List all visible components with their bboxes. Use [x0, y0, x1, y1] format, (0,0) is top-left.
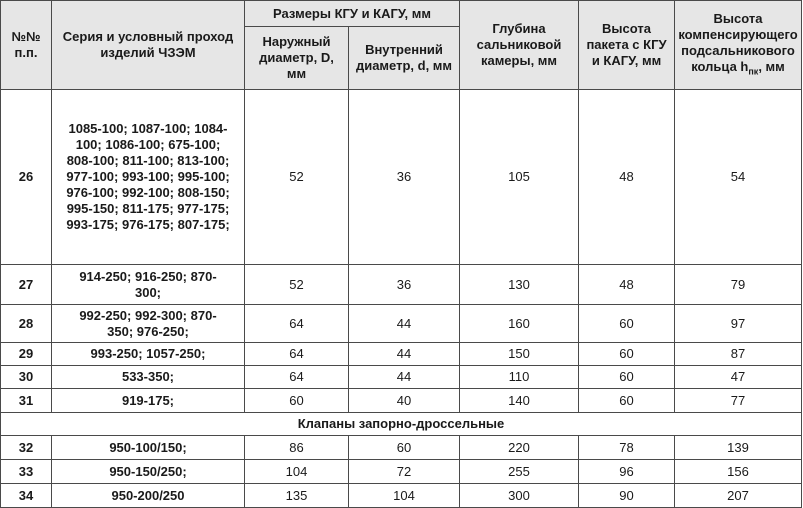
row-outer-diameter: 60 — [245, 389, 349, 413]
row-ring-height: 47 — [675, 366, 802, 389]
row-outer-diameter: 52 — [245, 265, 349, 305]
row-package-height: 48 — [579, 90, 675, 265]
row-number: 31 — [1, 389, 52, 413]
row-ring-height: 77 — [675, 389, 802, 413]
table-row — [1, 389, 802, 413]
table-row — [1, 265, 802, 305]
row-number: 32 — [1, 436, 52, 460]
row-depth: 110 — [460, 366, 579, 389]
row-ring-height: 87 — [675, 343, 802, 366]
row-package-height: 60 — [579, 366, 675, 389]
row-package-height: 60 — [579, 389, 675, 413]
header-ring-height-unit: , мм — [758, 58, 785, 74]
row-outer-diameter: 64 — [245, 343, 349, 366]
row-series: 914-250; 916-250; 870-300; — [52, 265, 245, 305]
header-depth: Глубина сальниковой камеры, мм — [460, 1, 579, 90]
row-number: 28 — [1, 305, 52, 343]
row-inner-diameter: 40 — [349, 389, 460, 413]
section-row — [1, 413, 802, 436]
header-sizes-group: Размеры КГУ и КАГУ, мм — [245, 1, 460, 27]
row-outer-diameter: 86 — [245, 436, 349, 460]
row-number: 29 — [1, 343, 52, 366]
row-package-height: 60 — [579, 343, 675, 366]
row-depth: 160 — [460, 305, 579, 343]
row-inner-diameter: 36 — [349, 90, 460, 265]
row-series: 1085-100; 1087-100; 1084-100; 1086-100; 675-100; 808-100; 811-100; 813-100; 977-100; 993-100; 995-100; 976-100; 992-100; 808-150; 995-150; 811-175; 977-175; 993-175; 976-175; 807-175; — [52, 90, 245, 265]
row-depth: 220 — [460, 436, 579, 460]
row-number: 34 — [1, 484, 52, 508]
row-number: 26 — [1, 90, 52, 265]
row-inner-diameter: 104 — [349, 484, 460, 508]
table-row — [1, 343, 802, 366]
row-series: 950-150/250; — [52, 460, 245, 484]
row-package-height: 78 — [579, 436, 675, 460]
row-depth: 105 — [460, 90, 579, 265]
row-package-height: 60 — [579, 305, 675, 343]
row-ring-height: 79 — [675, 265, 802, 305]
row-series: 993-250; 1057-250; — [52, 343, 245, 366]
row-outer-diameter: 104 — [245, 460, 349, 484]
row-number: 33 — [1, 460, 52, 484]
row-inner-diameter: 36 — [349, 265, 460, 305]
table-row — [1, 436, 802, 460]
header-number: №№ п.п. — [1, 1, 52, 90]
table-row — [1, 305, 802, 343]
header-package-height: Высота пакета с КГУ и КАГУ, мм — [579, 1, 675, 90]
header-inner-diameter: Внутренний диаметр, d, мм — [349, 27, 460, 90]
row-inner-diameter: 44 — [349, 305, 460, 343]
row-depth: 140 — [460, 389, 579, 413]
row-ring-height: 97 — [675, 305, 802, 343]
row-depth: 300 — [460, 484, 579, 508]
table-row — [1, 484, 802, 508]
row-inner-diameter: 44 — [349, 366, 460, 389]
row-series: 950-200/250 — [52, 484, 245, 508]
header-series: Серия и условный проход изделий ЧЗЭМ — [52, 1, 245, 90]
row-depth: 150 — [460, 343, 579, 366]
row-series: 992-250; 992-300; 870-350; 976-250; — [52, 305, 245, 343]
row-depth: 255 — [460, 460, 579, 484]
row-inner-diameter: 60 — [349, 436, 460, 460]
header-ring-height-subscript: пк — [748, 66, 759, 77]
row-outer-diameter: 135 — [245, 484, 349, 508]
row-outer-diameter: 52 — [245, 90, 349, 265]
header-ring-height — [675, 1, 802, 90]
row-inner-diameter: 72 — [349, 460, 460, 484]
header-ring-height-text: Высота компенсирующего подсальникового кольца h — [678, 10, 798, 74]
row-series: 533-350; — [52, 366, 245, 389]
row-package-height: 48 — [579, 265, 675, 305]
row-ring-height: 139 — [675, 436, 802, 460]
row-inner-diameter: 44 — [349, 343, 460, 366]
row-number: 27 — [1, 265, 52, 305]
table-row — [1, 366, 802, 389]
row-ring-height: 207 — [675, 484, 802, 508]
row-series: 950-100/150; — [52, 436, 245, 460]
row-ring-height: 156 — [675, 460, 802, 484]
table-row — [1, 90, 802, 265]
row-number: 30 — [1, 366, 52, 389]
row-series: 919-175; — [52, 389, 245, 413]
section-title: Клапаны запорно-дроссельные — [1, 413, 802, 436]
row-depth: 130 — [460, 265, 579, 305]
row-package-height: 90 — [579, 484, 675, 508]
row-outer-diameter: 64 — [245, 366, 349, 389]
row-outer-diameter: 64 — [245, 305, 349, 343]
row-package-height: 96 — [579, 460, 675, 484]
header-outer-diameter: Наружный диаметр, D, мм — [245, 27, 349, 90]
table-row — [1, 460, 802, 484]
row-ring-height: 54 — [675, 90, 802, 265]
